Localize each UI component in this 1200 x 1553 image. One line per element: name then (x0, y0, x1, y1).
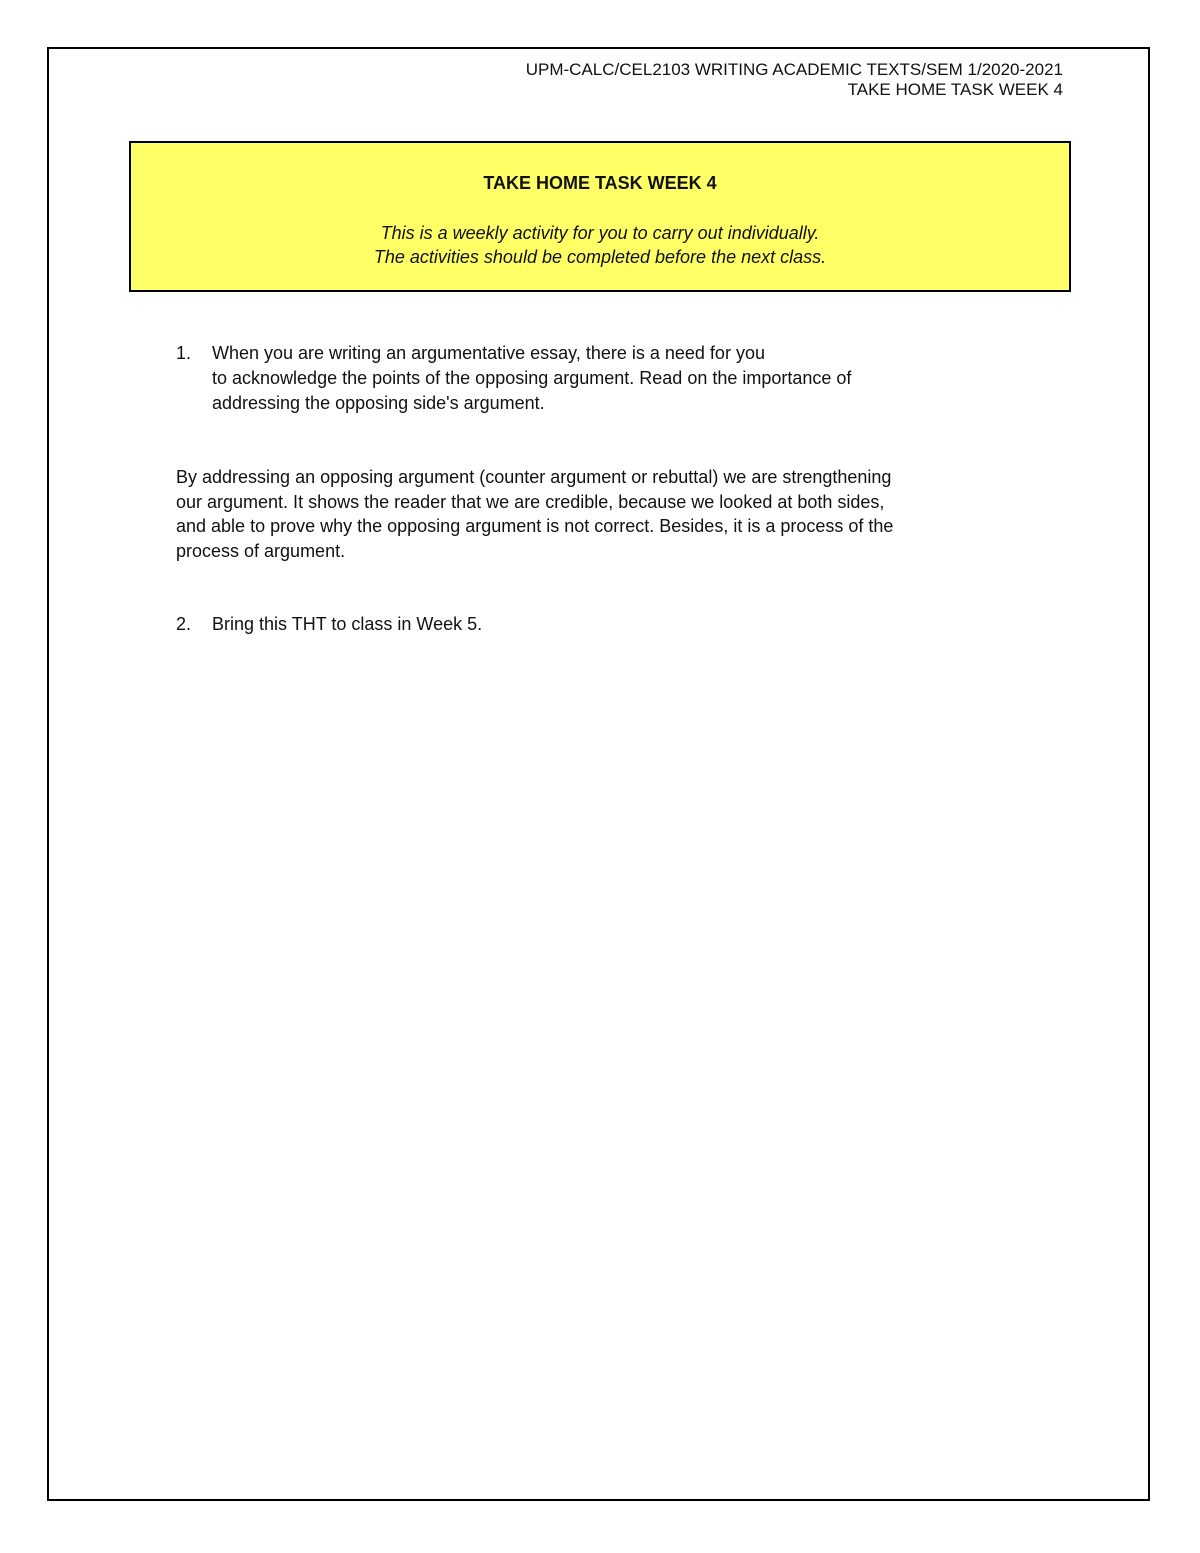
list-item-text (212, 341, 851, 416)
answer-line: our argument. It shows the reader that we are credible, because we looked at both sides, (176, 491, 885, 512)
list-item-number: 2. (176, 614, 192, 634)
list-item-line: addressing the opposing side's argument. (212, 393, 545, 413)
list-item-line: to acknowledge the points of the opposing argument. Read on the importance of (212, 368, 852, 388)
course-header: UPM-CALC/CEL2103 WRITING ACADEMIC TEXTS/SEM 1/2020-2021 (525, 60, 1063, 79)
answer-line: and able to prove why the opposing argument is not correct. Besides, it is a process of the (176, 516, 894, 536)
list-item-number: 1. (176, 343, 192, 363)
list-item-line: When you are writing an argumentative essay, there is a need for you (212, 343, 765, 363)
task-info-box (129, 141, 1071, 292)
answer-line: By addressing an opposing argument (counter argument or rebuttal) we are strengthening (176, 467, 892, 487)
task-title: TAKE HOME TASK WEEK 4 (483, 173, 717, 193)
task-header: TAKE HOME TASK WEEK 4 (847, 80, 1063, 99)
answer-line: process of argument. (176, 540, 346, 561)
list-item-line: Bring this THT to class in Week 5. (212, 614, 483, 634)
answer-paragraph (176, 465, 893, 563)
task-subtitle-line-2: The activities should be completed before the next class. (373, 247, 827, 267)
list-item-text (212, 612, 482, 637)
task-subtitle-line-1: This is a weekly activity for you to carry out individually. (380, 223, 820, 243)
